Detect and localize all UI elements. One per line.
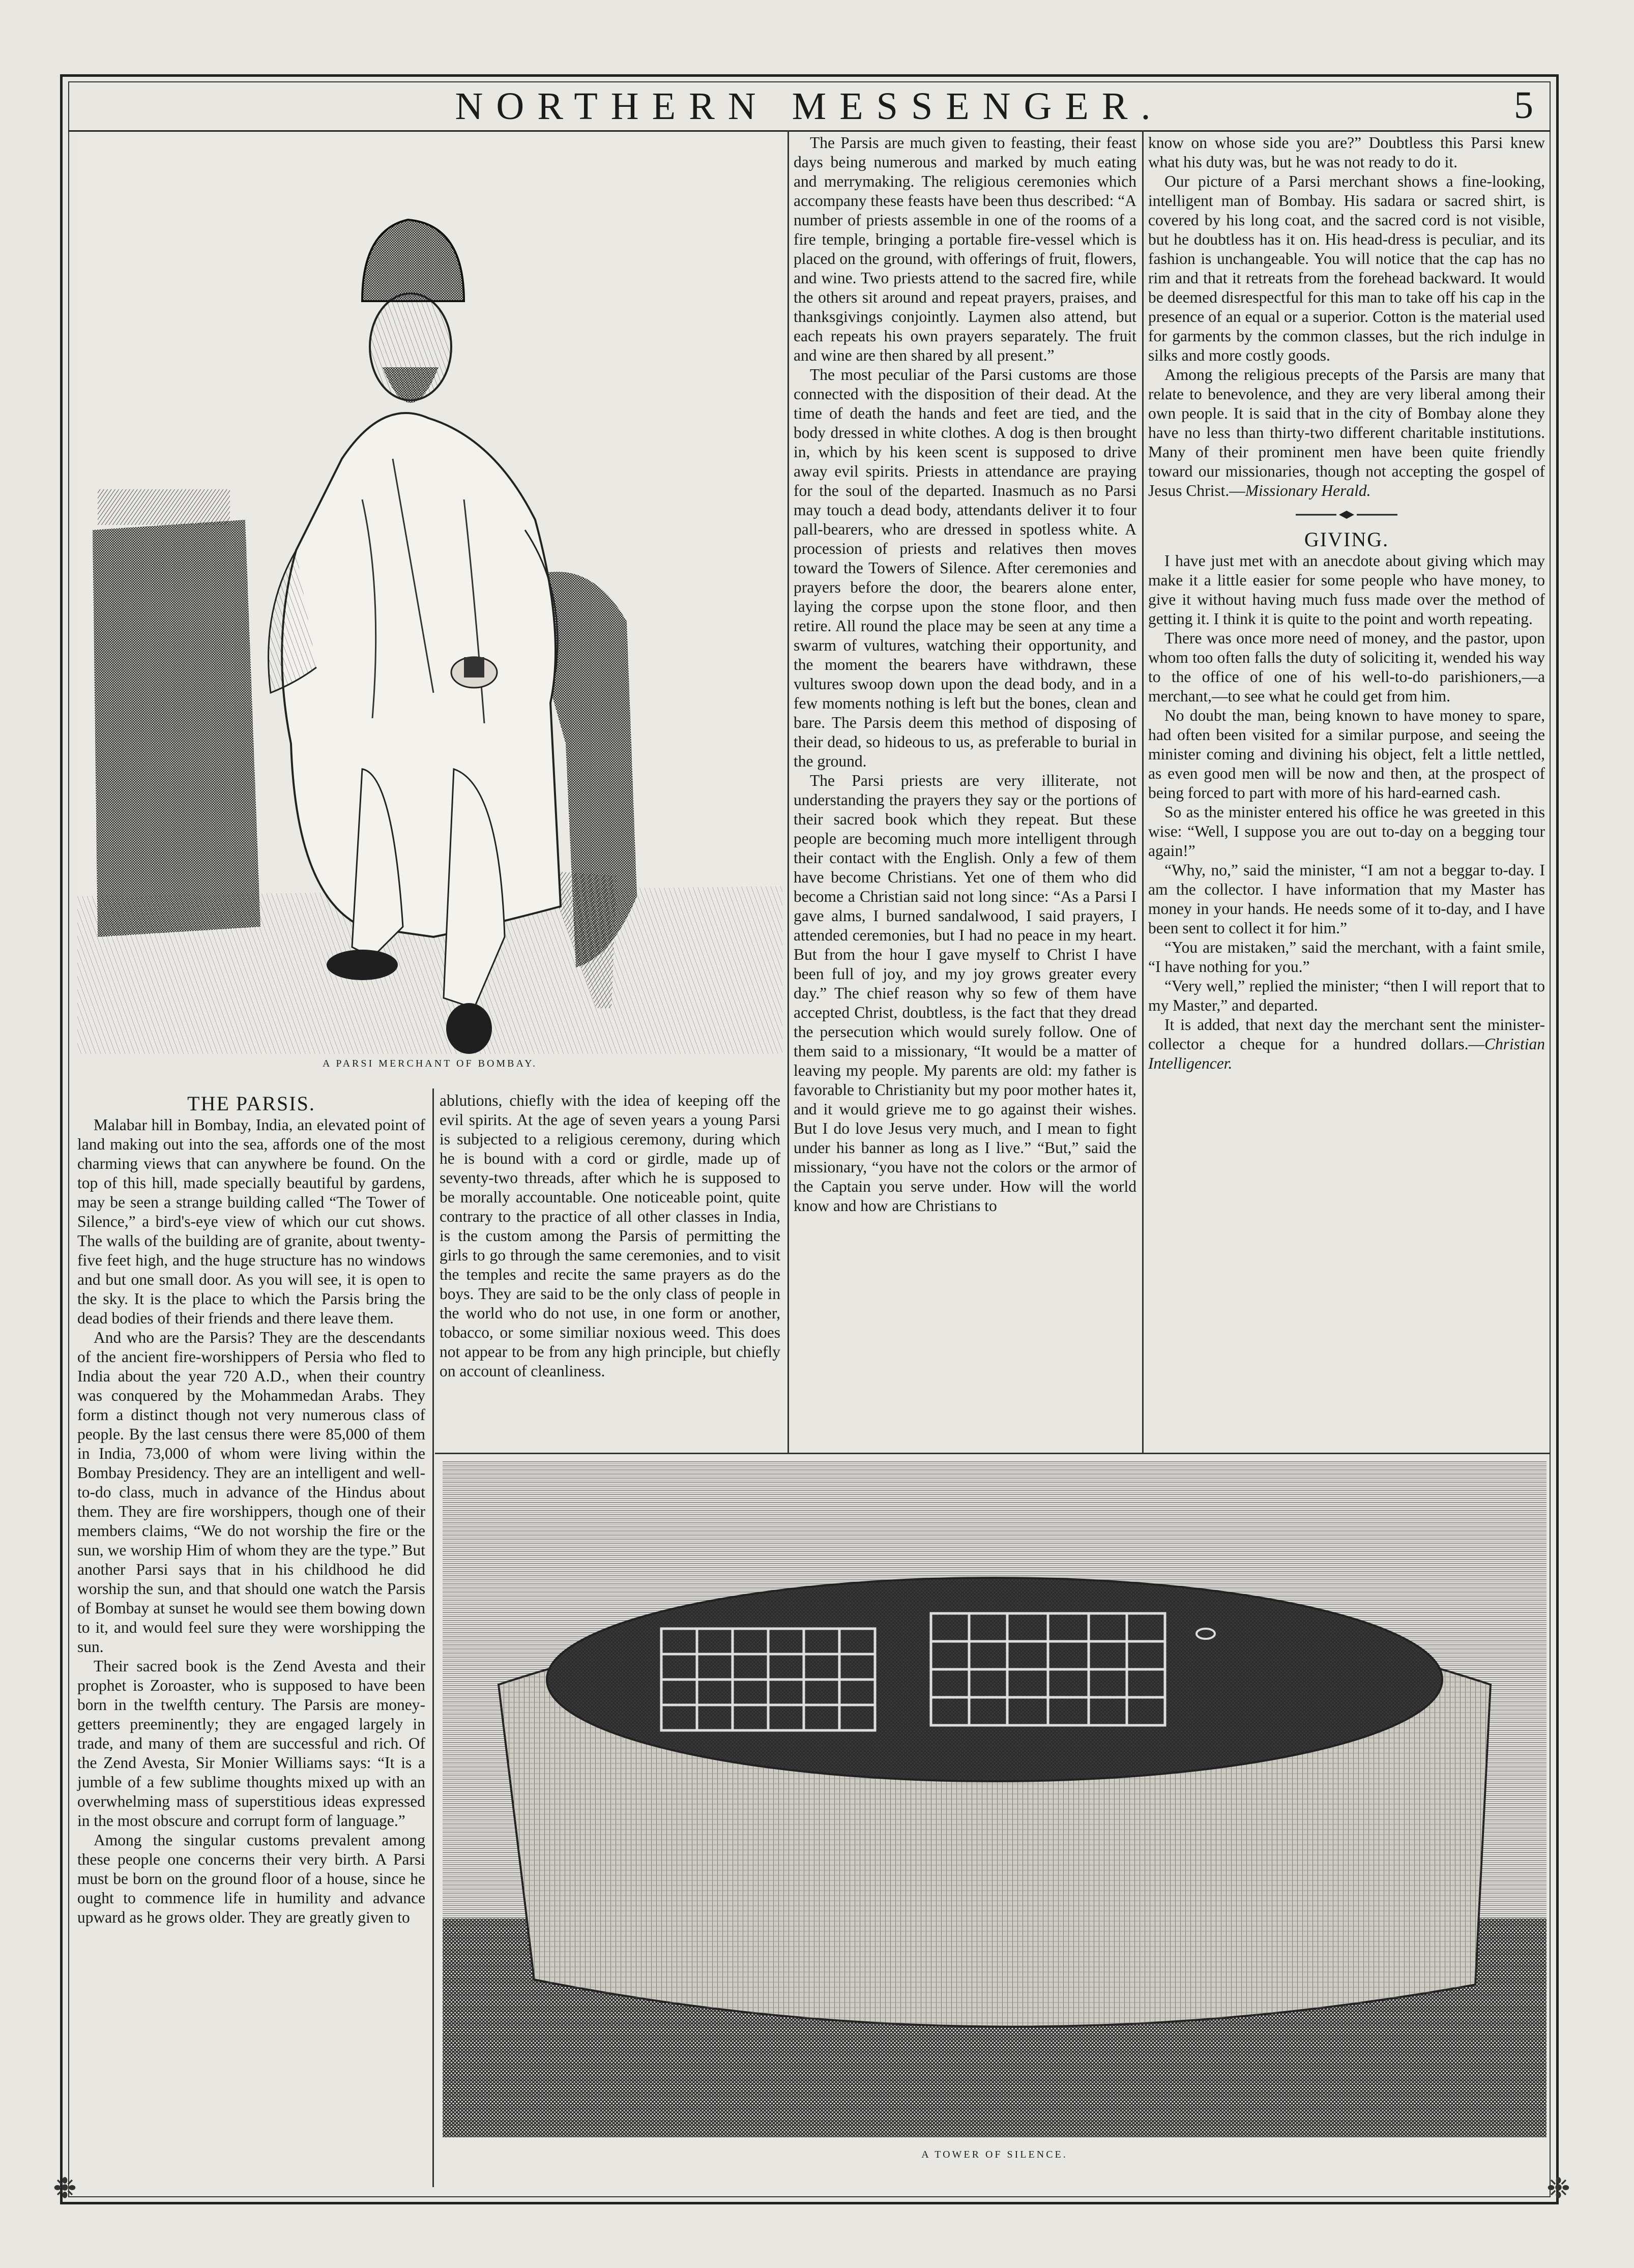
tower-caption: A TOWER OF SILENCE.	[921, 2149, 1068, 2160]
parsis-paragraph: The Parsis are much given to feasting, their feast days being numerous and marked by much eating and merrymaking. The religious ceremonies which accompany these feasts have been thus described: “A number of priests assemble in one of the rooms of a fire temple, bringing a portable fire-vessel which is placed on the ground, with offerings of fruit, flowers, and wine. Two priests attend to the sacred fire, while the others sit around and repeat prayers, praises, and thanksgivings conjointly. Laymen also attend, but each repeats his own prayers separately. The fruit and wine are then shared by all present.”	[794, 134, 1136, 364]
masthead	[68, 81, 1551, 132]
merchant-caption: A PARSI MERCHANT OF BOMBAY.	[322, 1058, 537, 1069]
tower-figure-rule	[435, 1453, 1551, 1454]
merchant-engraving	[77, 133, 782, 1054]
parsis-closing-text: Among the religious precepts of the Parsis are many that relate to benevolence, and they are very liberal among their own people. It is said that in the city of Bombay alone they have no less than thirty-two different charitable institutions. Many of their prominent men have been quite friendly toward our missionaries, though not accepting the gospel of Jesus Christ.—	[1148, 366, 1545, 499]
parsis-paragraph: Malabar hill in Bombay, India, an elevated point of land making out into the sea, affords one of the most charming views that can anywhere be found. On the top of this hill, made specially beautiful by gardens, may be seen a strange building called “The Tower of Silence,” a bird's-eye view of which our cut shows. The walls of the building are of granite, about twenty-five feet high, and the huge structure has no windows and but one small door. As you will see, it is open to the sky. It is the place to which the Parsis bring the dead bodies of their friends and there leave them.	[77, 1116, 425, 1327]
parsis-heading: THE PARSIS.	[187, 1092, 315, 1115]
parsis-paragraph: Their sacred book is the Zend Avesta and their prophet is Zoroaster, who is supposed to have been born in the twelfth century. The Parsis are money-getters preeminently; they are engaged largely in trade, and many of them are successful and rich. Of the Zend Avesta, Sir Monier Williams says: “It is a jumble of a few sublime thoughts mixed up with an overwhelming mass of superstitious ideas expressed in the most obscure and corrupt form of language.”	[77, 1657, 425, 1830]
page-number: 5	[1514, 84, 1533, 127]
giving-paragraph: No doubt the man, being known to have money to spare, had often been visited for a similar purpose, and seeing the minister coming and divining his object, felt a little nettled, as even good men will be now and then, at the prospect of being forced to part with more of his hard-earned cash.	[1148, 706, 1545, 802]
giving-paragraph	[1148, 1015, 1545, 1073]
giving-source: Christian Intelligencer.	[1148, 1035, 1545, 1072]
parsis-paragraph	[1148, 365, 1545, 500]
parsis-source: Missionary Herald.	[1245, 482, 1371, 499]
corner-ornament-left: ❉	[53, 2173, 77, 2204]
section-ornament	[1148, 506, 1545, 525]
masthead-title: NORTHERN MESSENGER.	[455, 85, 1164, 128]
giving-paragraph: “You are mistaken,” said the merchant, with a faint smile, “I have nothing for you.”	[1148, 938, 1545, 976]
article-parsis-col2	[440, 1091, 780, 1381]
parsis-paragraph: The Parsi priests are very illiterate, not understanding the prayers they say or the portions of their sacred book which they repeat. But these people are becoming much more intelligent through their contact with the English. Only a few of them have become Christians. Yet one of them who did become a Christian said not long since: “As a Parsi I gave alms, I burned sandalwood, I said prayers, I attended ceremonies, but I had no peace in my heart. But from the hour I gave myself to Christ I have been full of joy, and my joy grows greater every day.” The chief reason why so few of them have accepted Christ, doubtless, is the fact that they dread the persecution which would surely follow. One of them said to a missionary, “It would be a matter of leaving my people. My parents are old: my father is favorable to Christianity but my poor mother hates it, and it would grieve me to go against their wishes. But I do love Jesus very much, and I mean to fight under his banner as long as I live.” “But,” said the missionary, “you have not the colors or the armor of the Captain you serve under. How will the world know and how are Christians to	[794, 772, 1136, 1215]
corner-ornament-right: ❉	[1547, 2173, 1570, 2204]
tower-of-silence-engraving	[443, 1461, 1547, 2137]
giving-paragraph: I have just met with an anecdote about giving which may make it a little easier for some people who have money, to give it without having much fuss made over the method of getting it. I think it is quite to the point and worth repeating.	[1148, 552, 1545, 628]
parsis-paragraph: And who are the Parsis? They are the descendants of the ancient fire-worshippers of Persia who fled to India about the year 720 A.D., when their country was conquered by the Mohammedan Arabs. They form a distinct though not very numerous class of people. By the last census there were 85,000 of them in India, 73,000 of whom were living within the Bombay Presidency. They are an intelligent and well-to-do class, much in advance of the Hindus about them. They are fire worshippers, though one of their members claims, “We do not worship the fire or the sun, we worship Him of whom they are the type.” But another Parsi says that in his childhood he did worship the sun, and that should one watch the Parsis of Bombay at sunset he would see them bowing down to it, and would feel sure they were worshipping the sun.	[77, 1329, 425, 1656]
giving-paragraph: “Why, no,” said the minister, “I am not a beggar to-day. I am the collector. I have information that my Master has money in your hands. He needs some of it to-day, and I have been sent to collect it for him.”	[1148, 861, 1545, 937]
parsis-paragraph: The most peculiar of the Parsi customs are those connected with the disposition of their dead. At the time of death the hands and feet are tied, and the body dressed in white clothes. A dog is then brought in, which by his keen scent is supposed to drive away evil spirits. Priests in attendance are praying for the soul of the departed. Inasmuch as no Parsi may touch a dead body, attendants deliver it to four pall-bearers, who are dressed in spotless white. A procession of priests and relatives then moves toward the Towers of Silence. After ceremonies and prayers before the door, the bearers alone enter, laying the corpse upon the stone floor, and then retire. All round the place may be seen at any time a swarm of vultures, watching their opportunity, and the moment the bearers have withdrawn, these vultures swoop down upon the dead body, and in a few moments nothing is left but the bones, clean and bare. The Parsis deem this method of disposing of their dead, so hideous to us, as preferable to burial in the ground.	[794, 366, 1136, 770]
parsis-paragraph: Our picture of a Parsi merchant shows a fine-looking, intelligent man of Bombay. His sadara or sacred shirt, is covered by his long coat, and the sacred cord is not visible, but he doubtless has it on. His head-dress is peculiar, and its fashion is unchangeable. You will notice that the cap has no rim and that it retreats from the forehead backward. It would be deemed disrespectful for this man to take off his cap in the presence of an equal or a superior. Cotton is the material used for garments by the common classes, but the rich indulge in silks and more costly goods.	[1148, 172, 1545, 364]
column-rule-3	[1142, 130, 1144, 1453]
giving-paragraph: There was once more need of money, and the pastor, upon whom too often falls the duty of soliciting it, wended his way to the office of one of his well-to-do parishioners,—a merchant,—to see what he could get from him.	[1148, 629, 1545, 705]
parsis-paragraph: know on whose side you are?” Doubtless this Parsi knew what his duty was, but he was not ready to do it.	[1148, 134, 1545, 171]
article-parsis-col1	[77, 1091, 425, 1927]
giving-paragraph: “Very well,” replied the minister; “then I will report that to my Master,” and departed.	[1148, 977, 1545, 1014]
giving-heading: GIVING.	[1304, 528, 1389, 551]
article-parsis-col3	[794, 133, 1136, 1216]
parsis-paragraph: Among the singular customs prevalent among these people one concerns their very birth. A Parsi must be born on the ground floor of a house, since he ought to commence life in humility and advance upward as he grows older. They are greatly given to	[77, 1831, 425, 1926]
column-rule-2	[787, 130, 789, 1453]
parsis-paragraph: ablutions, chiefly with the idea of keeping off the evil spirits. At the age of seven years a young Parsi is subjected to a religious ceremony, during which he is bound with a cord or girdle, made up of seventy-two threads, after which he is supposed to be morally accountable. One noticeable point, quite contrary to the practice of all other classes in India, is the custom among the Parsis of permitting the girls to go through the same ceremonies, and to visit the temples and recite the same prayers as do the boys. They are said to be the only class of people in the world who do not use, in one form or another, tobacco, or some similiar noxious weed. This does not appear to be from any high principle, but chiefly on account of cleanliness.	[440, 1092, 780, 1380]
giving-closing-text: It is added, that next day the merchant sent the minister-collector a cheque for a hundred dollars.—	[1148, 1016, 1545, 1053]
giving-paragraph: So as the minister entered his office he was greeted in this wise: “Well, I suppose you are out to-day on a begging tour again!”	[1148, 803, 1545, 860]
column-rule-1	[432, 1088, 434, 2187]
article-col4	[1148, 133, 1545, 1073]
